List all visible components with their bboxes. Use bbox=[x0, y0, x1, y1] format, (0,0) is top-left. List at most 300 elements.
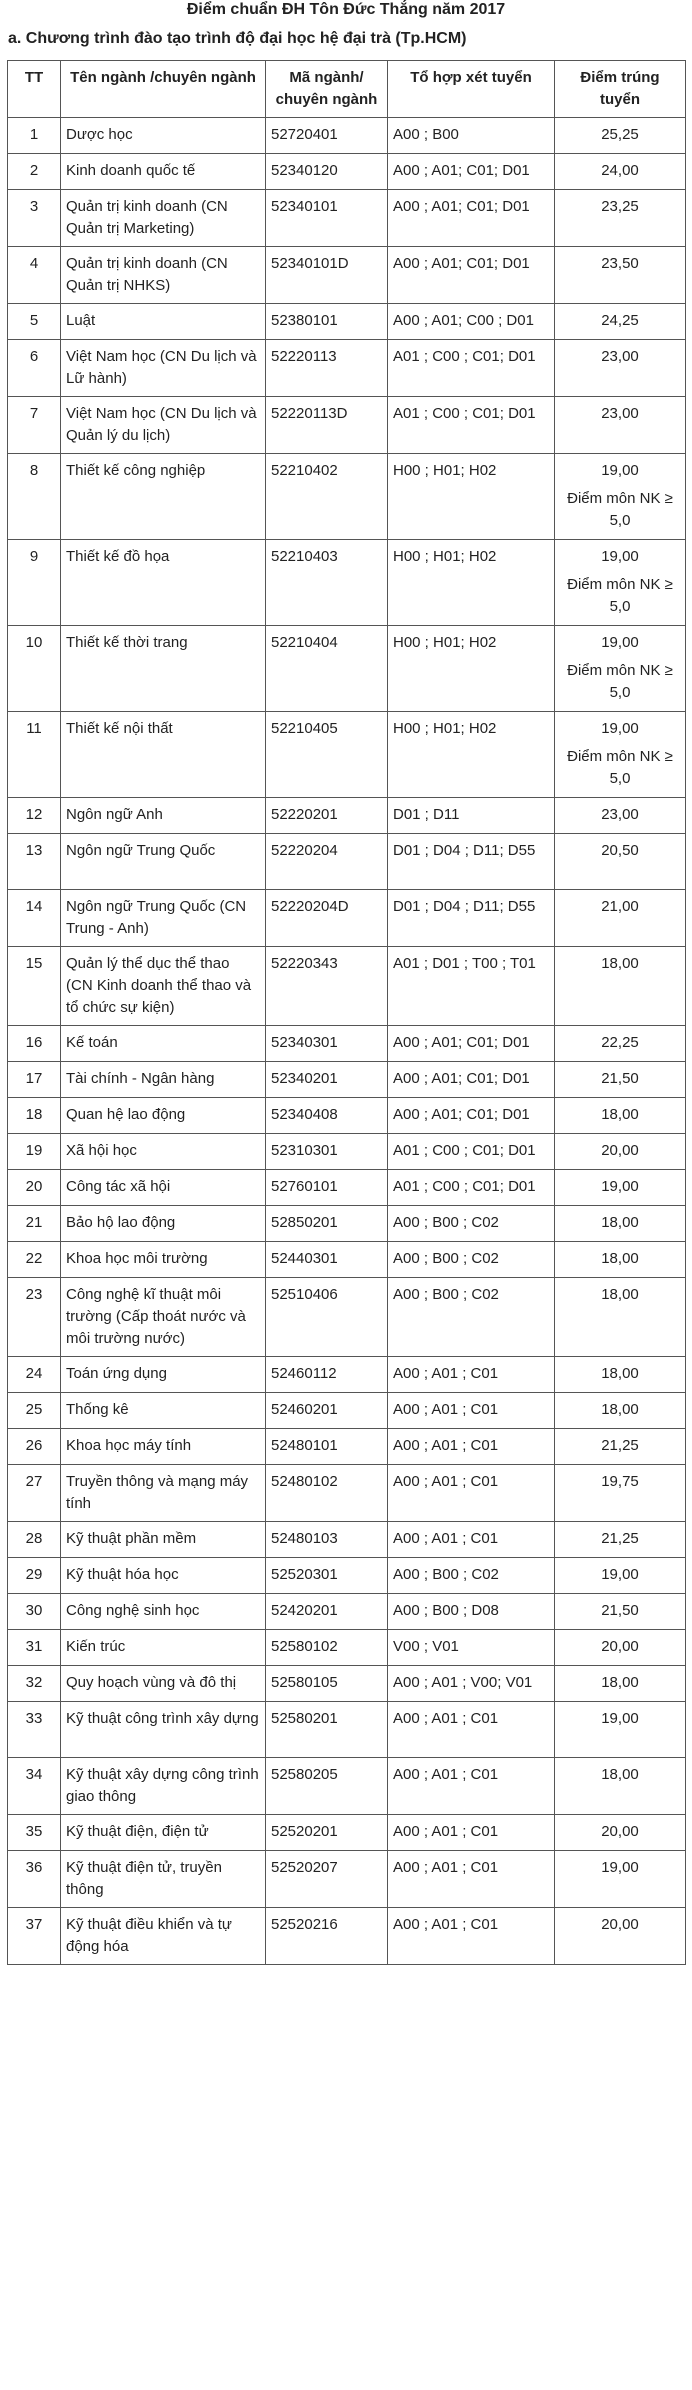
row-number-cell bbox=[8, 118, 61, 154]
admission-score-text: 22,25 bbox=[601, 1034, 639, 1051]
admission-score-cell bbox=[555, 626, 686, 712]
table-row bbox=[8, 1393, 686, 1429]
subject-combination-text: A00 ; A01 ; C01 bbox=[393, 1766, 499, 1783]
major-name-cell bbox=[61, 1357, 266, 1393]
major-name-text: Dược học bbox=[66, 126, 133, 143]
subject-combination-text: A00 ; A01 ; C01 bbox=[393, 1401, 499, 1418]
major-name-text: Việt Nam học (CN Du lịch và Quản lý du lịch) bbox=[66, 405, 257, 444]
subject-combination-cell bbox=[388, 1393, 555, 1429]
row-number-text: 13 bbox=[25, 842, 43, 859]
table-row bbox=[8, 340, 686, 397]
major-code-cell bbox=[266, 798, 388, 834]
row-number-text: 5 bbox=[29, 312, 39, 329]
major-name-cell bbox=[61, 712, 266, 798]
row-number-cell bbox=[8, 1429, 61, 1465]
major-name-text: Quản trị kinh doanh (CN Quản trị Marketing) bbox=[66, 198, 228, 237]
major-code-cell bbox=[266, 1062, 388, 1098]
major-code-cell bbox=[266, 1278, 388, 1357]
major-name-text: Kỹ thuật điện, điện tử bbox=[66, 1823, 209, 1840]
score-note-text: Điểm môn NK ≥ 5,0 bbox=[567, 576, 673, 615]
table-row bbox=[8, 1558, 686, 1594]
major-code-text: 52220201 bbox=[271, 806, 338, 823]
row-number-text: 28 bbox=[25, 1530, 43, 1547]
major-code-cell bbox=[266, 1851, 388, 1908]
admission-score-cell bbox=[555, 1702, 686, 1758]
row-number-cell bbox=[8, 397, 61, 454]
major-name-cell bbox=[61, 1062, 266, 1098]
major-name-cell bbox=[61, 1465, 266, 1522]
table-row bbox=[8, 890, 686, 947]
admission-score-cell bbox=[555, 1026, 686, 1062]
row-number-cell bbox=[8, 1242, 61, 1278]
major-code-text: 52850201 bbox=[271, 1214, 338, 1231]
major-code-text: 52520301 bbox=[271, 1566, 338, 1583]
major-name-cell bbox=[61, 247, 266, 304]
row-number-text: 23 bbox=[25, 1286, 43, 1303]
major-code-text: 52210405 bbox=[271, 720, 338, 737]
admission-score-text: 19,00 bbox=[601, 548, 639, 565]
admission-score-text: 21,25 bbox=[601, 1530, 639, 1547]
table-row bbox=[8, 1278, 686, 1357]
table-row bbox=[8, 1357, 686, 1393]
major-code-cell bbox=[266, 118, 388, 154]
admission-score-cell bbox=[555, 190, 686, 247]
major-name-cell bbox=[61, 1851, 266, 1908]
row-number-cell bbox=[8, 1522, 61, 1558]
major-name-text: Kỹ thuật xây dựng công trình giao thông bbox=[66, 1766, 259, 1805]
major-code-text: 52310301 bbox=[271, 1142, 338, 1159]
admission-score-cell bbox=[555, 540, 686, 626]
admission-score-text: 23,50 bbox=[601, 255, 639, 272]
major-code-cell bbox=[266, 397, 388, 454]
major-name-text: Quản lý thể dục thể thao (CN Kinh doanh thể thao và tổ chức sự kiện) bbox=[66, 955, 252, 1016]
major-code-cell bbox=[266, 1393, 388, 1429]
major-name-text: Toán ứng dụng bbox=[66, 1365, 167, 1382]
major-name-text: Xã hội học bbox=[66, 1142, 137, 1159]
row-number-text: 4 bbox=[29, 255, 39, 272]
major-code-text: 52340101 bbox=[271, 198, 338, 215]
subject-combination-text: D01 ; D11 bbox=[393, 806, 460, 823]
row-number-text: 9 bbox=[29, 548, 39, 565]
major-code-text: 52340101D bbox=[271, 255, 349, 272]
admission-score-cell bbox=[555, 1630, 686, 1666]
major-name-cell bbox=[61, 834, 266, 890]
row-number-text: 7 bbox=[29, 405, 39, 422]
subject-combination-text: A00 ; B00 ; C02 bbox=[393, 1250, 499, 1267]
admission-score-cell bbox=[555, 454, 686, 540]
major-code-cell bbox=[266, 190, 388, 247]
major-name-cell bbox=[61, 1206, 266, 1242]
subject-combination-cell bbox=[388, 454, 555, 540]
major-code-text: 52510406 bbox=[271, 1286, 338, 1303]
major-name-cell bbox=[61, 1170, 266, 1206]
major-name-text: Kỹ thuật điều khiển và tự động hóa bbox=[66, 1916, 232, 1955]
subject-combination-text: A00 ; A01; C01; D01 bbox=[393, 1034, 530, 1051]
header-major-code: Mã ngành/ chuyên ngành bbox=[266, 61, 388, 118]
subject-combination-cell bbox=[388, 1134, 555, 1170]
row-number-text: 31 bbox=[25, 1638, 43, 1655]
row-number-cell bbox=[8, 540, 61, 626]
admission-score-text: 24,00 bbox=[601, 162, 639, 179]
admission-score-cell bbox=[555, 1393, 686, 1429]
major-code-text: 52340120 bbox=[271, 162, 338, 179]
major-name-text: Truyền thông và mạng máy tính bbox=[66, 1473, 249, 1512]
table-row bbox=[8, 834, 686, 890]
major-code-text: 52440301 bbox=[271, 1250, 338, 1267]
admission-score-text: 18,00 bbox=[601, 955, 639, 972]
row-number-cell bbox=[8, 1558, 61, 1594]
major-code-text: 52220343 bbox=[271, 955, 338, 972]
major-code-text: 52480103 bbox=[271, 1530, 338, 1547]
subject-combination-text: A00 ; A01 ; C01 bbox=[393, 1365, 499, 1382]
subject-combination-cell bbox=[388, 1242, 555, 1278]
subject-combination-text: A00 ; A01; C01; D01 bbox=[393, 198, 530, 215]
row-number-cell bbox=[8, 1170, 61, 1206]
major-name-cell bbox=[61, 1666, 266, 1702]
major-code-text: 52210403 bbox=[271, 548, 338, 565]
admission-score-cell bbox=[555, 1594, 686, 1630]
admission-score-cell bbox=[555, 1465, 686, 1522]
row-number-text: 32 bbox=[25, 1674, 43, 1691]
admission-score-cell bbox=[555, 304, 686, 340]
admission-score-cell bbox=[555, 947, 686, 1026]
header-admission-score: Điểm trúng tuyển bbox=[555, 61, 686, 118]
subject-combination-cell bbox=[388, 1851, 555, 1908]
major-code-cell bbox=[266, 1357, 388, 1393]
major-name-cell bbox=[61, 1558, 266, 1594]
row-number-cell bbox=[8, 1851, 61, 1908]
major-name-text: Kế toán bbox=[66, 1034, 118, 1051]
major-name-text: Kỹ thuật hóa học bbox=[66, 1566, 179, 1583]
major-code-cell bbox=[266, 1026, 388, 1062]
major-name-text: Thiết kế đồ họa bbox=[66, 548, 170, 565]
row-number-text: 2 bbox=[29, 162, 39, 179]
major-code-cell bbox=[266, 834, 388, 890]
subject-combination-cell bbox=[388, 1594, 555, 1630]
subject-combination-cell bbox=[388, 1522, 555, 1558]
admission-score-cell bbox=[555, 1851, 686, 1908]
admission-score-text: 21,25 bbox=[601, 1437, 639, 1454]
table-row bbox=[8, 1851, 686, 1908]
row-number-cell bbox=[8, 247, 61, 304]
subject-combination-cell bbox=[388, 1702, 555, 1758]
admission-score-cell bbox=[555, 1558, 686, 1594]
major-code-text: 52210404 bbox=[271, 634, 338, 651]
subject-combination-cell bbox=[388, 118, 555, 154]
admission-score-text: 19,00 bbox=[601, 1178, 639, 1195]
major-code-text: 52380101 bbox=[271, 312, 338, 329]
row-number-cell bbox=[8, 1134, 61, 1170]
row-number-cell bbox=[8, 1594, 61, 1630]
row-number-text: 3 bbox=[29, 198, 39, 215]
admission-score-text: 23,00 bbox=[601, 405, 639, 422]
major-code-cell bbox=[266, 1702, 388, 1758]
major-code-cell bbox=[266, 247, 388, 304]
admission-score-text: 18,00 bbox=[601, 1286, 639, 1303]
subject-combination-text: A01 ; C00 ; C01; D01 bbox=[393, 348, 536, 365]
admission-score-text: 23,25 bbox=[601, 198, 639, 215]
row-number-text: 36 bbox=[25, 1859, 43, 1876]
major-code-cell bbox=[266, 1908, 388, 1965]
admission-score-cell bbox=[555, 118, 686, 154]
section-subtitle: a. Chương trình đào tạo trình độ đại học hệ đại trà (Tp.HCM) bbox=[8, 30, 467, 47]
row-number-cell bbox=[8, 1098, 61, 1134]
admission-score-text: 21,00 bbox=[601, 898, 639, 915]
subject-combination-cell bbox=[388, 340, 555, 397]
admission-score-cell bbox=[555, 1170, 686, 1206]
row-number-cell bbox=[8, 1908, 61, 1965]
admission-score-text: 21,50 bbox=[601, 1602, 639, 1619]
table-row bbox=[8, 1666, 686, 1702]
major-code-cell bbox=[266, 1242, 388, 1278]
table-row bbox=[8, 1026, 686, 1062]
row-number-text: 19 bbox=[25, 1142, 43, 1159]
row-number-text: 26 bbox=[25, 1437, 43, 1454]
row-number-text: 33 bbox=[25, 1710, 43, 1727]
major-name-cell bbox=[61, 890, 266, 947]
major-code-text: 52220204 bbox=[271, 842, 338, 859]
subject-combination-text: A00 ; A01; C01; D01 bbox=[393, 255, 530, 272]
major-code-text: 52480102 bbox=[271, 1473, 338, 1490]
subject-combination-cell bbox=[388, 304, 555, 340]
major-name-cell bbox=[61, 1702, 266, 1758]
subject-combination-cell bbox=[388, 1278, 555, 1357]
subject-combination-cell bbox=[388, 1098, 555, 1134]
row-number-text: 22 bbox=[25, 1250, 43, 1267]
row-number-cell bbox=[8, 1758, 61, 1815]
table-row bbox=[8, 1465, 686, 1522]
admission-score-text: 19,00 bbox=[601, 720, 639, 737]
subject-combination-text: A00 ; A01 ; V00; V01 bbox=[393, 1674, 533, 1691]
table-row bbox=[8, 1062, 686, 1098]
major-name-cell bbox=[61, 1098, 266, 1134]
admission-score-cell bbox=[555, 798, 686, 834]
subject-combination-text: A01 ; C00 ; C01; D01 bbox=[393, 405, 536, 422]
admission-score-cell bbox=[555, 1062, 686, 1098]
major-code-cell bbox=[266, 712, 388, 798]
row-number-text: 37 bbox=[25, 1916, 43, 1933]
subject-combination-cell bbox=[388, 798, 555, 834]
subject-combination-text: A00 ; A01; C01; D01 bbox=[393, 162, 530, 179]
subject-combination-text: A00 ; A01 ; C01 bbox=[393, 1710, 499, 1727]
major-name-cell bbox=[61, 626, 266, 712]
admission-score-text: 18,00 bbox=[601, 1766, 639, 1783]
admission-score-text: 21,50 bbox=[601, 1070, 639, 1087]
subject-combination-text: A00 ; B00 ; C02 bbox=[393, 1566, 499, 1583]
table-row bbox=[8, 1908, 686, 1965]
major-name-text: Kinh doanh quốc tế bbox=[66, 162, 196, 179]
table-row bbox=[8, 1522, 686, 1558]
major-name-cell bbox=[61, 340, 266, 397]
row-number-cell bbox=[8, 798, 61, 834]
row-number-cell bbox=[8, 1630, 61, 1666]
row-number-cell bbox=[8, 834, 61, 890]
table-row bbox=[8, 1815, 686, 1851]
major-code-text: 52220113 bbox=[271, 348, 337, 365]
major-name-cell bbox=[61, 304, 266, 340]
admission-score-text: 20,00 bbox=[601, 1823, 639, 1840]
admission-score-text: 23,00 bbox=[601, 348, 639, 365]
subject-combination-text: A00 ; B00 ; D08 bbox=[393, 1602, 499, 1619]
admission-score-cell bbox=[555, 712, 686, 798]
major-name-cell bbox=[61, 1630, 266, 1666]
subject-combination-text: D01 ; D04 ; D11; D55 bbox=[393, 898, 536, 915]
subject-combination-cell bbox=[388, 1170, 555, 1206]
major-name-text: Quan hệ lao động bbox=[66, 1106, 186, 1123]
major-code-text: 52520201 bbox=[271, 1823, 338, 1840]
admission-score-text: 19,00 bbox=[601, 1710, 639, 1727]
major-name-cell bbox=[61, 397, 266, 454]
row-number-text: 11 bbox=[26, 720, 42, 737]
subject-combination-cell bbox=[388, 1465, 555, 1522]
table-row bbox=[8, 190, 686, 247]
subject-combination-text: A00 ; B00 ; C02 bbox=[393, 1286, 499, 1303]
admission-score-text: 20,00 bbox=[601, 1916, 639, 1933]
row-number-cell bbox=[8, 1206, 61, 1242]
major-code-cell bbox=[266, 626, 388, 712]
major-name-cell bbox=[61, 1393, 266, 1429]
major-code-cell bbox=[266, 890, 388, 947]
major-code-text: 52580102 bbox=[271, 1638, 338, 1655]
subject-combination-cell bbox=[388, 1429, 555, 1465]
admission-score-cell bbox=[555, 1206, 686, 1242]
row-number-cell bbox=[8, 454, 61, 540]
table-row bbox=[8, 798, 686, 834]
row-number-text: 34 bbox=[25, 1766, 43, 1783]
major-name-cell bbox=[61, 1242, 266, 1278]
admission-score-cell bbox=[555, 1278, 686, 1357]
subject-combination-cell bbox=[388, 1026, 555, 1062]
major-name-cell bbox=[61, 1594, 266, 1630]
major-name-cell bbox=[61, 1815, 266, 1851]
major-name-text: Kỹ thuật công trình xây dựng bbox=[66, 1710, 259, 1727]
subject-combination-cell bbox=[388, 1630, 555, 1666]
major-code-cell bbox=[266, 1666, 388, 1702]
subject-combination-text: A00 ; A01; C00 ; D01 bbox=[393, 312, 534, 329]
major-name-cell bbox=[61, 1522, 266, 1558]
table-row bbox=[8, 454, 686, 540]
admission-score-text: 18,00 bbox=[601, 1365, 639, 1382]
major-code-text: 52480101 bbox=[271, 1437, 338, 1454]
row-number-cell bbox=[8, 340, 61, 397]
admission-score-text: 25,25 bbox=[601, 126, 639, 143]
major-code-cell bbox=[266, 304, 388, 340]
major-name-cell bbox=[61, 540, 266, 626]
subject-combination-cell bbox=[388, 626, 555, 712]
major-code-cell bbox=[266, 1758, 388, 1815]
major-code-cell bbox=[266, 454, 388, 540]
major-name-text: Thiết kế nội thất bbox=[66, 720, 173, 737]
major-name-cell bbox=[61, 190, 266, 247]
admission-score-text: 19,00 bbox=[601, 1859, 639, 1876]
admission-score-cell bbox=[555, 1134, 686, 1170]
table-row bbox=[8, 1630, 686, 1666]
major-code-text: 52460112 bbox=[271, 1365, 337, 1382]
row-number-text: 17 bbox=[25, 1070, 43, 1087]
admission-score-text: 19,00 bbox=[601, 462, 639, 479]
admission-score-cell bbox=[555, 1908, 686, 1965]
row-number-cell bbox=[8, 1062, 61, 1098]
row-number-text: 30 bbox=[25, 1602, 43, 1619]
subject-combination-text: A00 ; A01 ; C01 bbox=[393, 1530, 499, 1547]
major-code-text: 52580201 bbox=[271, 1710, 338, 1727]
major-name-cell bbox=[61, 1134, 266, 1170]
subject-combination-cell bbox=[388, 1206, 555, 1242]
major-name-cell bbox=[61, 454, 266, 540]
major-name-text: Khoa học máy tính bbox=[66, 1437, 192, 1454]
admission-score-text: 23,00 bbox=[601, 806, 639, 823]
subject-combination-text: H00 ; H01; H02 bbox=[393, 548, 497, 565]
score-note-text: Điểm môn NK ≥ 5,0 bbox=[567, 662, 673, 701]
major-name-cell bbox=[61, 118, 266, 154]
admission-score-text: 20,00 bbox=[601, 1142, 639, 1159]
table-row bbox=[8, 1206, 686, 1242]
major-name-text: Luật bbox=[66, 312, 96, 329]
subject-combination-text: A00 ; B00 bbox=[393, 126, 459, 143]
subject-combination-text: A00 ; A01 ; C01 bbox=[393, 1823, 499, 1840]
table-row bbox=[8, 1594, 686, 1630]
row-number-text: 6 bbox=[29, 348, 39, 365]
table-row bbox=[8, 1702, 686, 1758]
row-number-cell bbox=[8, 947, 61, 1026]
admission-score-text: 18,00 bbox=[601, 1401, 639, 1418]
admission-score-text: 20,50 bbox=[601, 842, 639, 859]
major-code-cell bbox=[266, 154, 388, 190]
table-row bbox=[8, 1170, 686, 1206]
header-major-name: Tên ngành /chuyên ngành bbox=[61, 61, 266, 118]
row-number-cell bbox=[8, 1357, 61, 1393]
table-row bbox=[8, 1429, 686, 1465]
subject-combination-cell bbox=[388, 1758, 555, 1815]
admission-score-cell bbox=[555, 1357, 686, 1393]
admission-score-cell bbox=[555, 397, 686, 454]
row-number-cell bbox=[8, 304, 61, 340]
admission-score-cell bbox=[555, 1758, 686, 1815]
major-code-cell bbox=[266, 340, 388, 397]
major-name-text: Công nghệ kĩ thuật môi trường (Cấp thoát nước và môi trường nước) bbox=[66, 1286, 246, 1347]
score-note-text: Điểm môn NK ≥ 5,0 bbox=[567, 490, 673, 529]
major-name-text: Khoa học môi trường bbox=[66, 1250, 208, 1267]
row-number-text: 35 bbox=[25, 1823, 43, 1840]
admission-score-cell bbox=[555, 247, 686, 304]
admission-score-text: 19,00 bbox=[601, 1566, 639, 1583]
major-code-cell bbox=[266, 947, 388, 1026]
subject-combination-text: H00 ; H01; H02 bbox=[393, 634, 497, 651]
major-code-text: 52720401 bbox=[271, 126, 338, 143]
major-code-cell bbox=[266, 1815, 388, 1851]
row-number-text: 18 bbox=[25, 1106, 43, 1123]
subject-combination-cell bbox=[388, 947, 555, 1026]
subject-combination-cell bbox=[388, 712, 555, 798]
table-row bbox=[8, 540, 686, 626]
table-row bbox=[8, 1134, 686, 1170]
row-number-cell bbox=[8, 626, 61, 712]
major-code-text: 52220113D bbox=[271, 405, 348, 422]
major-name-text: Ngôn ngữ Trung Quốc bbox=[66, 842, 216, 859]
major-code-cell bbox=[266, 1465, 388, 1522]
major-name-cell bbox=[61, 947, 266, 1026]
row-number-cell bbox=[8, 712, 61, 798]
subject-combination-text: A01 ; D01 ; T00 ; T01 bbox=[393, 955, 536, 972]
row-number-cell bbox=[8, 1026, 61, 1062]
table-row bbox=[8, 397, 686, 454]
admission-score-text: 19,00 bbox=[601, 634, 639, 651]
major-name-text: Tài chính - Ngân hàng bbox=[66, 1070, 215, 1087]
major-name-text: Quản trị kinh doanh (CN Quản trị NHKS) bbox=[66, 255, 228, 294]
major-code-cell bbox=[266, 1134, 388, 1170]
subject-combination-text: A00 ; A01; C01; D01 bbox=[393, 1106, 530, 1123]
major-name-cell bbox=[61, 1278, 266, 1357]
